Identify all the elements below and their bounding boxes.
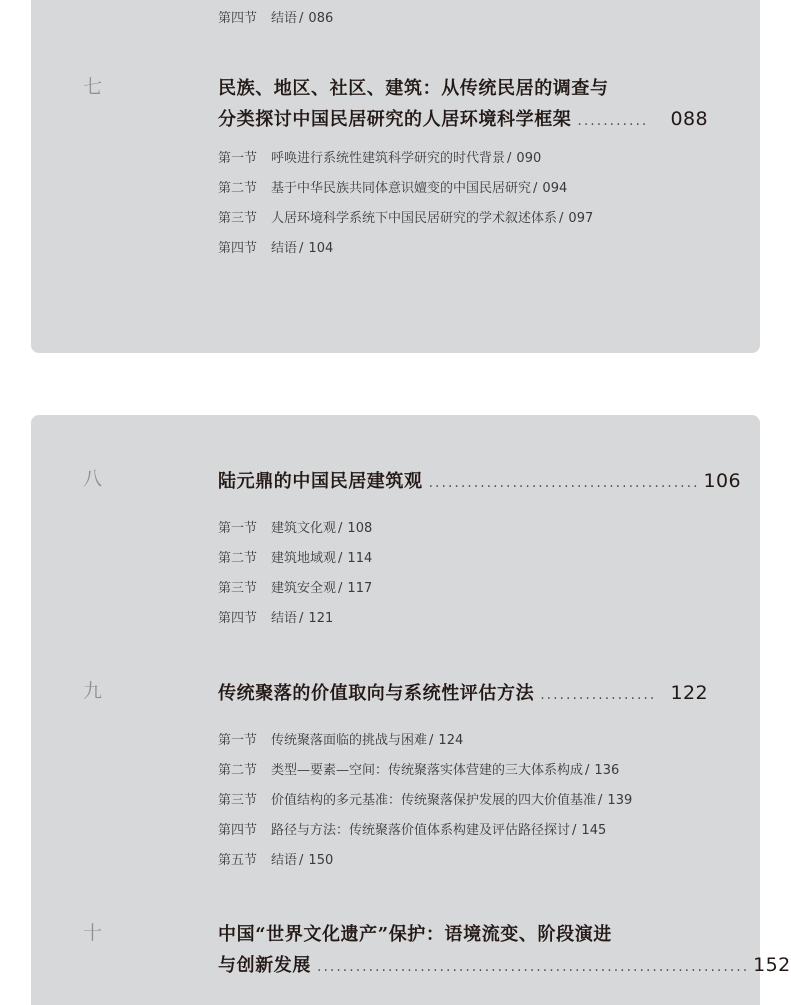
section-label: 第四节 [218, 11, 258, 26]
section-page: 094 [542, 181, 568, 196]
section-name: 基于中华民族共同体意识嬗变的中国民居研究 [271, 181, 532, 196]
section-item[interactable] [218, 204, 593, 234]
section-name: 类型—要素—空间：传统聚落实体营建的三大体系构成 [271, 763, 584, 778]
section-label: 第四节 [218, 823, 258, 838]
chapter-title-line [218, 104, 708, 136]
section-page: 086 [308, 11, 334, 26]
section-separator: / [585, 763, 590, 778]
section-name: 传统聚落面临的挑战与困难 [271, 733, 428, 748]
section-item[interactable] [218, 234, 593, 264]
section-name: 人居环境科学系统下中国民居研究的学术叙述体系 [271, 211, 558, 226]
chapter-number: 九 [83, 680, 103, 702]
chapter-title[interactable] [218, 74, 708, 136]
section-separator: / [299, 611, 304, 626]
section-item[interactable] [218, 846, 632, 876]
section-label: 第三节 [218, 211, 258, 226]
section-name: 结语 [271, 11, 298, 26]
chapter-title-line [218, 920, 708, 950]
chapter-title-text: 传统聚落的价值取向与系统性评估方法 [218, 683, 535, 704]
section-label: 第四节 [218, 241, 258, 256]
section-item[interactable] [218, 4, 333, 34]
section-name: 价值结构的多元基准：传统聚落保护发展的四大价值基准 [271, 793, 597, 808]
section-item[interactable] [218, 786, 632, 816]
section-page: 145 [581, 823, 607, 838]
section-separator: / [338, 581, 343, 596]
section-name: 建筑文化观 [271, 521, 337, 536]
section-page: 117 [347, 581, 373, 596]
section-label: 第一节 [218, 733, 258, 748]
section-separator: / [572, 823, 577, 838]
chapter-title-line [218, 74, 708, 104]
section-page: 136 [594, 763, 620, 778]
section-separator: / [507, 151, 512, 166]
dot-leader: ........... [577, 113, 649, 129]
chapter-title-text: 分类探讨中国民居研究的人居环境科学框架 [218, 109, 572, 130]
section-item[interactable] [218, 174, 593, 204]
section-list [218, 726, 632, 876]
section-list [218, 4, 333, 34]
dot-leader: .................. [540, 687, 657, 703]
chapter-number: 十 [83, 922, 103, 944]
section-label: 第三节 [218, 793, 258, 808]
section-label: 第五节 [218, 853, 258, 868]
section-separator: / [559, 211, 564, 226]
section-separator: / [533, 181, 538, 196]
section-list [218, 514, 372, 634]
chapter-number: 八 [83, 468, 103, 490]
chapter-title[interactable] [218, 678, 708, 710]
section-page: 114 [347, 551, 373, 566]
section-separator: / [299, 11, 304, 26]
chapter-page: 088 [670, 108, 708, 130]
toc-card-lower [31, 415, 791, 1005]
chapter-page: 106 [703, 470, 741, 492]
chapter-title-text: 民族、地区、社区、建筑：从传统民居的调查与 [218, 78, 609, 99]
section-separator: / [429, 733, 434, 748]
section-page: 097 [568, 211, 594, 226]
section-list [218, 144, 593, 264]
chapter-title[interactable] [218, 920, 791, 982]
section-label: 第三节 [218, 581, 258, 596]
section-separator: / [338, 551, 343, 566]
chapter-title-line [218, 466, 741, 498]
section-name: 路径与方法：传统聚落价值体系构建及评估路径探讨 [271, 823, 571, 838]
section-name: 结语 [271, 853, 298, 868]
toc-card-upper [31, 0, 760, 353]
dot-leader: .......................................... [428, 475, 700, 491]
chapter-title-line [218, 678, 708, 710]
section-name: 建筑地域观 [271, 551, 337, 566]
section-page: 104 [308, 241, 334, 256]
section-name: 建筑安全观 [271, 581, 337, 596]
section-item[interactable] [218, 726, 632, 756]
section-name: 结语 [271, 611, 298, 626]
section-name: 呼唤进行系统性建筑科学研究的时代背景 [271, 151, 506, 166]
section-page: 108 [347, 521, 373, 536]
chapter-title-text: 与创新发展 [218, 955, 311, 976]
chapter-title[interactable] [218, 466, 741, 498]
dot-leader: ................................................................... [317, 959, 750, 975]
section-page: 124 [438, 733, 464, 748]
section-label: 第二节 [218, 551, 258, 566]
section-page: 150 [308, 853, 334, 868]
section-name: 结语 [271, 241, 298, 256]
section-item[interactable] [218, 544, 372, 574]
chapter-number: 七 [83, 76, 103, 98]
section-label: 第一节 [218, 151, 258, 166]
chapter-title-text: 中国“世界文化遗产”保护：语境流变、阶段演进 [218, 924, 612, 945]
section-item[interactable] [218, 144, 593, 174]
chapter-page: 152 [753, 954, 791, 976]
chapter-page: 122 [670, 682, 708, 704]
section-page: 139 [607, 793, 633, 808]
section-item[interactable] [218, 514, 372, 544]
section-separator: / [299, 241, 304, 256]
section-separator: / [338, 521, 343, 536]
section-label: 第二节 [218, 763, 258, 778]
section-page: 090 [516, 151, 542, 166]
section-page: 121 [308, 611, 334, 626]
section-label: 第四节 [218, 611, 258, 626]
section-item[interactable] [218, 816, 632, 846]
section-label: 第一节 [218, 521, 258, 536]
section-separator: / [299, 853, 304, 868]
section-label: 第二节 [218, 181, 258, 196]
section-item[interactable] [218, 756, 632, 786]
section-item[interactable] [218, 574, 372, 604]
section-item[interactable] [218, 604, 372, 634]
chapter-title-text: 陆元鼎的中国民居建筑观 [218, 471, 423, 492]
chapter-title-line [218, 950, 791, 982]
section-separator: / [598, 793, 603, 808]
